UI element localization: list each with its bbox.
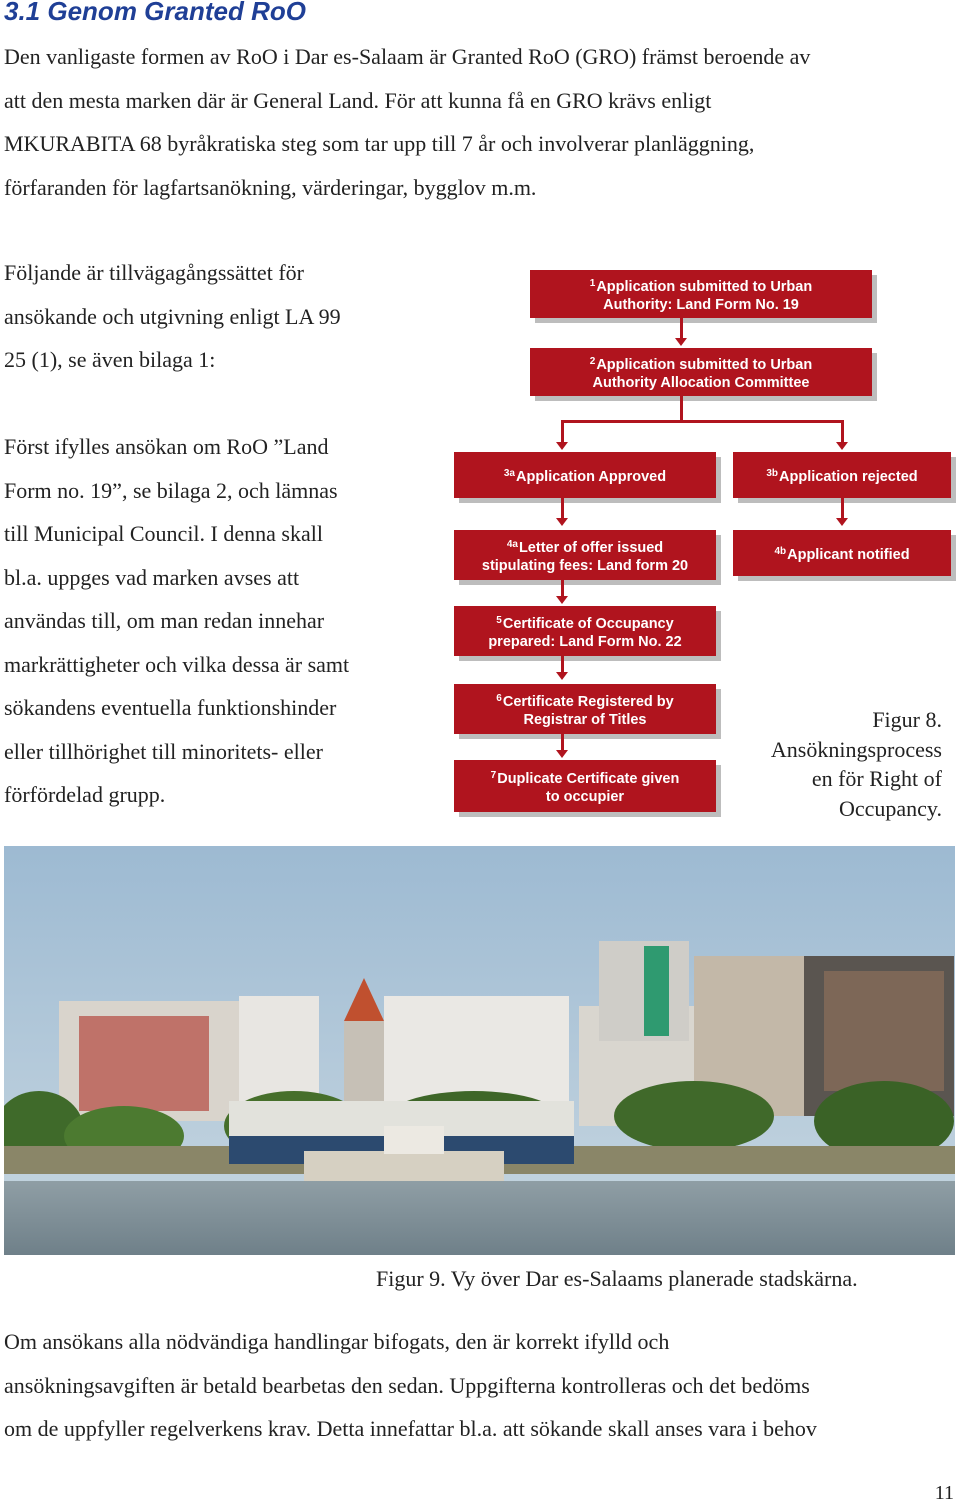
flow-step-3a bbox=[454, 452, 716, 498]
city-skyline-photo bbox=[4, 846, 955, 1255]
caption-line: Ansökningsprocess bbox=[770, 736, 942, 762]
intro-line: Den vanligaste formen av RoO i Dar es-Salaam är Granted RoO (GRO) främst beroende av bbox=[4, 44, 811, 69]
procedure-line: ansökande och utgivning enligt LA 99 bbox=[4, 303, 341, 329]
application-line: eller tillhörighet till minoritets- eller bbox=[4, 738, 323, 764]
step-text: Applicant notified bbox=[787, 546, 910, 563]
figure-9-caption: Figur 9. Vy över Dar es-Salaams planerade stadskärna. bbox=[376, 1266, 858, 1291]
step-text: Certificate of Occupancy bbox=[502, 615, 674, 632]
caption-line: Occupancy. bbox=[838, 795, 942, 821]
step-text: Certificate Registered by bbox=[502, 693, 674, 710]
step-text: Application Approved bbox=[516, 468, 667, 485]
step-text: Authority: Land Form No. 19 bbox=[603, 296, 799, 313]
arrow-down-icon bbox=[556, 672, 568, 680]
step-text: Authority Allocation Committee bbox=[592, 374, 810, 391]
body-line: ansökningsavgiften är betald bearbetas den sedan. Uppgifterna kontrolleras och det bedöms bbox=[4, 1372, 810, 1398]
connector bbox=[561, 420, 844, 423]
figure-8-caption bbox=[742, 705, 942, 823]
body-line: Om ansökans alla nödvändiga handlingar bifogats, den är korrekt ifylld och bbox=[4, 1329, 670, 1354]
flow-step-7 bbox=[454, 760, 716, 812]
intro-line: att den mesta marken där är General Land. För att kunna få en GRO krävs enligt bbox=[4, 87, 712, 113]
step-number: 7 bbox=[490, 769, 497, 781]
step-text: prepared: Land Form No. 22 bbox=[488, 633, 682, 650]
intro-line: MKURABITA 68 byråkratiska steg som tar upp till 7 år och involverar planläggning, bbox=[4, 131, 755, 156]
page-number: 11 bbox=[934, 1482, 954, 1504]
application-line: bl.a. uppges vad marken avses att bbox=[4, 564, 300, 590]
step-text: Registrar of Titles bbox=[523, 711, 647, 728]
application-line: användas till, om man redan innehar bbox=[4, 608, 325, 633]
intro-line: förfaranden för lagfartsanökning, värderingar, bygglov m.m. bbox=[4, 174, 537, 200]
intro-paragraph bbox=[4, 35, 944, 209]
connector bbox=[841, 420, 844, 444]
flow-step-4b bbox=[733, 530, 951, 576]
step-text: to occupier bbox=[545, 788, 625, 805]
flow-step-5 bbox=[454, 606, 716, 656]
step-text: Application submitted to Urban bbox=[596, 278, 813, 295]
step-number: 2 bbox=[589, 355, 596, 367]
application-line: sökandens eventuella funktionshinder bbox=[4, 695, 337, 720]
step-number: 4b bbox=[774, 545, 787, 557]
flow-step-4a bbox=[454, 530, 716, 580]
connector bbox=[561, 498, 564, 520]
step-number: 4a bbox=[506, 538, 518, 550]
body-paragraph bbox=[4, 1320, 954, 1451]
flow-step-2 bbox=[530, 348, 872, 396]
arrow-down-icon bbox=[556, 518, 568, 526]
procedure-line: Följande är tillvägagångssättet för bbox=[4, 260, 304, 285]
step-text: Duplicate Certificate given bbox=[497, 770, 680, 787]
connector bbox=[561, 420, 564, 444]
connector bbox=[680, 396, 683, 422]
application-line: markrättigheter och vilka dessa är samt bbox=[4, 651, 350, 677]
step-number: 6 bbox=[496, 692, 502, 704]
arrow-down-icon bbox=[836, 518, 848, 526]
application-line: Form no. 19”, se bilaga 2, och lämnas bbox=[4, 477, 338, 503]
step-text: Letter of offer issued bbox=[518, 539, 664, 556]
application-paragraph bbox=[4, 425, 349, 817]
flow-step-6 bbox=[454, 684, 716, 734]
step-number: 3a bbox=[503, 467, 515, 479]
connector bbox=[680, 318, 683, 340]
procedure-line: 25 (1), se även bilaga 1: bbox=[4, 347, 216, 372]
step-text: Application rejected bbox=[779, 468, 918, 485]
arrow-down-icon bbox=[556, 442, 568, 450]
application-line: Först ifylles ansökan om RoO ”Land bbox=[4, 434, 329, 459]
section-heading: 3.1 Genom Granted RoO bbox=[4, 0, 306, 26]
step-text: stipulating fees: Land form 20 bbox=[481, 557, 689, 574]
body-line: om de uppfyller regelverkens krav. Detta innefattar bl.a. att sökande skall anses vara i behov bbox=[4, 1416, 817, 1441]
connector bbox=[841, 498, 844, 520]
procedure-paragraph bbox=[4, 251, 341, 382]
step-number: 5 bbox=[496, 614, 502, 626]
flow-step-3b bbox=[733, 452, 951, 498]
application-line: till Municipal Council. I denna skall bbox=[4, 521, 323, 546]
arrow-down-icon bbox=[836, 442, 848, 450]
arrow-down-icon bbox=[675, 338, 687, 346]
caption-line: en för Right of bbox=[811, 766, 942, 791]
flow-step-1 bbox=[530, 270, 872, 318]
step-number: 1 bbox=[589, 277, 596, 289]
step-text: Application submitted to Urban bbox=[596, 356, 813, 373]
arrow-down-icon bbox=[556, 596, 568, 604]
application-line: förfördelad grupp. bbox=[4, 782, 166, 807]
step-number: 3b bbox=[766, 467, 779, 479]
arrow-down-icon bbox=[556, 750, 568, 758]
caption-line: Figur 8. bbox=[872, 707, 942, 732]
